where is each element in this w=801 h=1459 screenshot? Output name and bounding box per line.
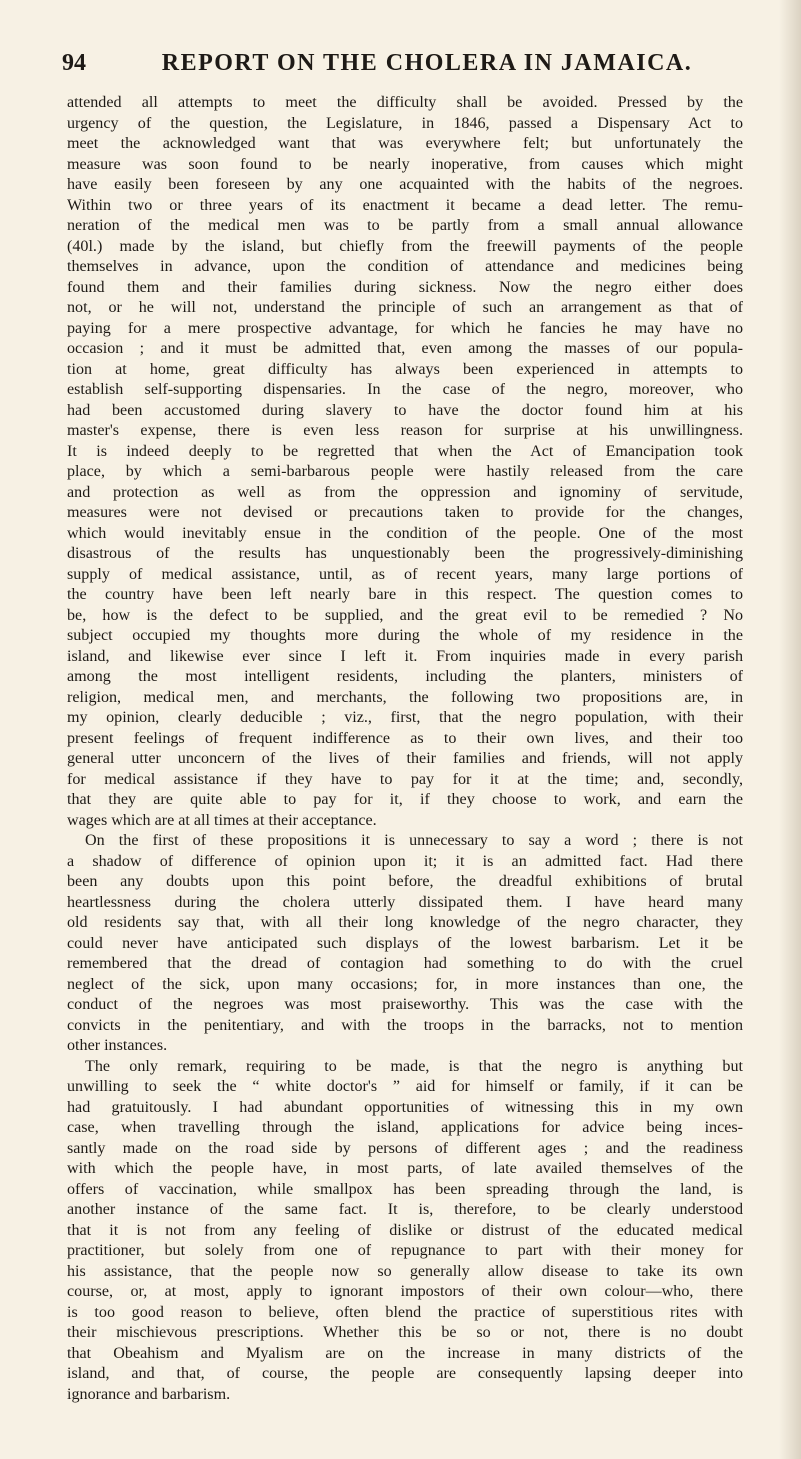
text-line: that they are quite able to pay for it, if they choose to work, and earn the [67,791,743,808]
text-line: religion, medical men, and merchants, the following two propositions are, in [67,688,743,706]
text-line: among the most intelligent residents, including the planters, ministers of [67,668,743,685]
text-line: occasion ; and it must be admitted that, even among the masses of our popula- [67,340,743,357]
paragraph [67,1057,743,1406]
text-line: for medical assistance if they have to pay for it at the time; and, secondly, [67,770,743,788]
text-line: is too good reason to believe, often blend the practice of superstitious rites with [67,1303,743,1321]
text-line: and protection as well as from the oppression and ignominy of servitude, [67,483,743,501]
text-line: had been accustomed during slavery to have the doctor found him at his [67,401,743,419]
text-line: present feelings of frequent indifference as to their own lives, and their too [67,729,743,747]
text-line: convicts in the penitentiary, and with the troops in the barracks, not to mention [67,1016,743,1034]
text-line: wages which are at all times at their acceptance. [67,811,377,829]
text-line: urgency of the question, the Legislature, in 1846, passed a Dispensary Act to [67,114,743,132]
text-line: other instances. [67,1037,168,1054]
text-line: had gratuitously. I had abundant opportunities of witnessing this in my own [67,1098,743,1116]
text-line: that Obeahism and Myalism are on the increase in many districts of the [67,1344,743,1362]
text-line: another instance of the same fact. It is, therefore, to be clearly understood [67,1201,743,1218]
text-line: his assistance, that the people now so generally allow disease to take its own [67,1262,743,1280]
text-line: master's expense, there is even less reason for surprise at his unwillingness. [67,422,743,439]
text-line: neglect of the sick, upon many occasions; for, in more instances than one, the [67,975,743,993]
page-number: 94 [62,50,86,76]
text-line: that it is not from any feeling of dislike or distrust of the educated medical [67,1221,743,1239]
text-line: be, how is the defect to be supplied, and the great evil to be remedied ? No [67,606,743,624]
text-line: island, and that, of course, the people are consequently lapsing deeper into [67,1365,743,1382]
text-line: measures were not devised or precautions taken to provide for the changes, [67,504,743,521]
text-line: place, by which a semi-barbarous people were hastily released from the care [67,463,743,480]
text-line: subject occupied my thoughts more during the whole of my residence in the [67,627,743,644]
text-line: island, and likewise ever since I left it. From inquiries made in every parish [67,647,743,665]
text-line: been any doubts upon this point before, the dreadful exhibitions of brutal [67,873,743,890]
text-line: their mischievous prescriptions. Whether this be so or not, there is no doubt [67,1324,743,1341]
text-line: with which the people have, in most parts, of late availed themselves of the [67,1160,743,1177]
text-line: The only remark, requiring to be made, is that the negro is anything but [85,1057,743,1075]
text-line: paying for a mere prospective advantage, for which he fancies he may have no [67,319,743,337]
running-head [62,48,752,78]
text-line: tion at home, great difficulty has always been experienced in attempts to [67,360,743,378]
text-line: On the first of these propositions it is unnecessary to say a word ; there is not [85,832,743,849]
text-line: measure was soon found to be nearly inoperative, from causes which might [67,155,743,173]
running-title: REPORT ON THE CHOLERA IN JAMAICA. [161,50,693,76]
text-line: It is indeed deeply to be regretted that when the Act of Emancipation took [67,442,743,460]
paragraph [67,831,743,1057]
text-line: attended all attempts to meet the difficulty shall be avoided. Pressed by the [67,94,743,111]
text-line: have easily been foreseen by any one acquainted with the habits of the negroes. [67,176,743,193]
text-line: could never have anticipated such displays of the lowest barbarism. Let it be [67,934,743,952]
text-line: general utter unconcern of the lives of their families and friends, will not apply [67,750,743,767]
text-line: practitioner, but solely from one of repugnance to part with their money for [67,1242,743,1259]
text-line: which would inevitably ensue in the condition of the people. One of the most [67,524,743,542]
text-line: the country have been left nearly bare in this respect. The question comes to [67,586,743,603]
text-line: neration of the medical men was to be partly from a small annual allowance [67,217,743,234]
text-line: offers of vaccination, while smallpox has been spreading through the land, is [67,1180,743,1198]
text-line: remembered that the dread of contagion had something to do with the cruel [67,955,743,972]
text-line: Within two or three years of its enactment it became a dead letter. The remu- [67,196,743,214]
text-line: heartlessness during the cholera utterly dissipated them. I have heard many [67,893,743,911]
text-line: conduct of the negroes was most praiseworthy. This was the case with the [67,996,743,1013]
text-line: my opinion, clearly deducible ; viz., first, that the negro population, with their [67,709,743,726]
text-line: meet the acknowledged want that was everywhere felt; but unfortunately the [67,135,743,152]
paragraph [67,93,743,831]
text-line: establish self-supporting dispensaries. In the case of the negro, moreover, who [67,381,743,398]
text-line: course, or, at most, apply to ignorant impostors of their own colour—who, there [67,1283,743,1300]
text-line: themselves in advance, upon the condition of attendance and medicines being [67,258,743,275]
text-line: unwilling to seek the “ white doctor's ” aid for himself or family, if it can be [67,1078,743,1095]
text-line: case, when travelling through the island, applications for advice being inces- [67,1119,743,1136]
text-line: old residents say that, with all their long knowledge of the negro character, they [67,914,743,931]
text-line: ignorance and barbarism. [67,1385,231,1403]
text-line: a shadow of difference of opinion upon it; it is an admitted fact. Had there [67,852,743,870]
text-line: santly made on the road side by persons of different ages ; and the readiness [67,1139,743,1157]
body-text [67,93,743,1405]
text-line: supply of medical assistance, until, as of recent years, many large portions of [67,565,743,583]
page-edge-shadow [779,0,801,1459]
text-line: (40l.) made by the island, but chiefly from the freewill payments of the people [67,237,743,255]
text-line: not, or he will not, understand the principle of such an arrangement as that of [67,299,743,316]
text-line: disastrous of the results has unquestionably been the progressively-diminishing [67,545,743,562]
text-line: found them and their families during sickness. Now the negro either does [67,278,743,296]
